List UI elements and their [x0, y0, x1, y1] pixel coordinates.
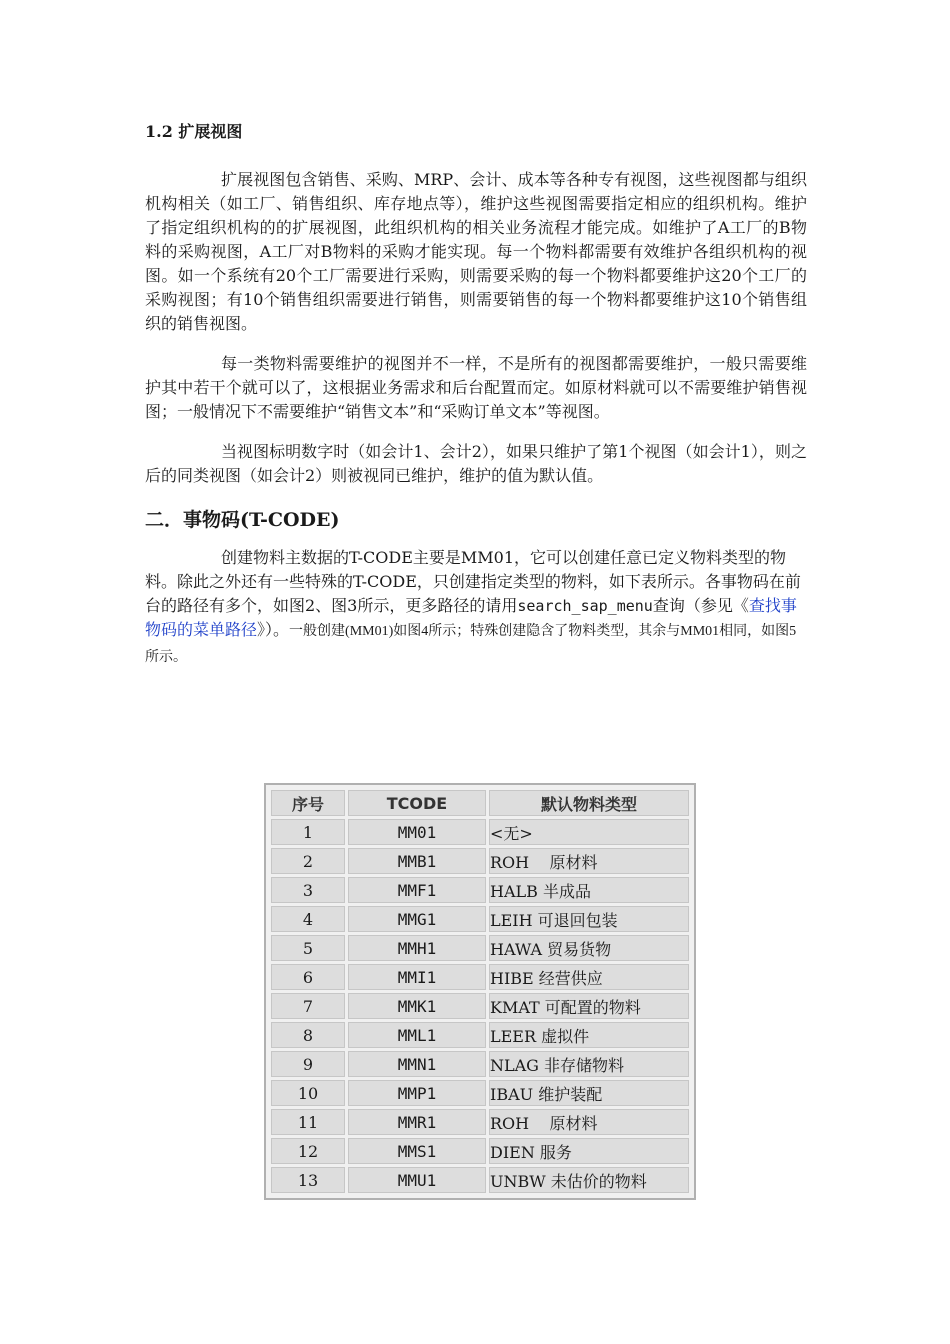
cell-material-type: <无> — [489, 819, 689, 845]
cell-tcode: MMF1 — [348, 877, 486, 903]
header-no: 序号 — [271, 790, 345, 816]
table-row — [271, 993, 689, 1019]
table-row — [271, 964, 689, 990]
paragraph-tcode — [145, 546, 807, 670]
cell-tcode: MMB1 — [348, 848, 486, 874]
tcode-table — [268, 787, 692, 1196]
cell-tcode: MMN1 — [348, 1051, 486, 1077]
table-body — [271, 819, 689, 1193]
cell-tcode: MMU1 — [348, 1167, 486, 1193]
cell-material-type: ROH 原材料 — [489, 1109, 689, 1135]
tcode-table-frame — [264, 783, 696, 1200]
cell-tcode: MMK1 — [348, 993, 486, 1019]
cell-material-type: KMAT 可配置的物料 — [489, 993, 689, 1019]
cell-material-type: LEIH 可退回包装 — [489, 906, 689, 932]
cell-material-type: UNBW 未估价的物料 — [489, 1167, 689, 1193]
cell-tcode: MMG1 — [348, 906, 486, 932]
paragraph-numbered-views: 当视图标明数字时（如会计1、会计2），如果只维护了第1个视图（如会计1），则之后的同类视图（如会计2）则被视同已维护，维护的值为默认值。 — [145, 442, 807, 485]
table-row — [271, 877, 689, 903]
cell-no: 12 — [271, 1138, 345, 1164]
cell-no: 3 — [271, 877, 345, 903]
cell-no: 5 — [271, 935, 345, 961]
paragraph-view-types: 每一类物料需要维护的视图并不一样，不是所有的视图都需要维护，一般只需要维护其中若干个就可以了，这根据业务需求和后台配置而定。如原材料就可以不需要维护销售视图；一般情况下不需要维护“销售文本”和“采购订单文本”等视图。 — [145, 354, 807, 421]
section-heading-tcode: 二．事物码(T-CODE) — [145, 509, 340, 531]
cell-no: 10 — [271, 1080, 345, 1106]
cell-material-type: HALB 半成品 — [489, 877, 689, 903]
cell-no: 4 — [271, 906, 345, 932]
cell-no: 1 — [271, 819, 345, 845]
cell-no: 9 — [271, 1051, 345, 1077]
cell-material-type: IBAU 维护装配 — [489, 1080, 689, 1106]
table-row — [271, 1109, 689, 1135]
cell-tcode: MMR1 — [348, 1109, 486, 1135]
paragraph-tcode-text-4: 一般创建(MM01)如图4所示；特殊创建隐含了物料类型，其余与MM01相同，如图5所示。 — [145, 624, 797, 665]
table-row — [271, 1051, 689, 1077]
cell-material-type: HIBE 经营供应 — [489, 964, 689, 990]
section-heading-1-2: 1.2 扩展视图 — [145, 122, 243, 141]
cell-material-type: HAWA 贸易货物 — [489, 935, 689, 961]
cell-no: 11 — [271, 1109, 345, 1135]
header-material-type: 默认物料类型 — [489, 790, 689, 816]
cell-no: 7 — [271, 993, 345, 1019]
cell-tcode: MML1 — [348, 1022, 486, 1048]
table-row — [271, 1022, 689, 1048]
search-sap-menu-code: search_sap_menu — [517, 597, 653, 615]
paragraph-extended-views: 扩展视图包含销售、采购、MRP、会计、成本等各种专有视图，这些视图都与组织机构相关（如工厂、销售组织、库存地点等），维护这些视图需要指定相应的组织机构。维护了指定组织机构的的扩展视图，此组织机构的相关业务流程才能完成。如维护了A工厂的B物料的采购视图，A工厂对B物料的采购才能实现。每一个物料都需要有效维护各组织机构的视图。如一个系统有20个工厂需要进行采购，则需要采购的每一个物料都要维护这20个工厂的采购视图；有10个销售组织需要进行销售，则需要销售的每一个物料都要维护这10个销售组织的销售视图。 — [145, 170, 807, 333]
cell-material-type: ROH 原材料 — [489, 848, 689, 874]
cell-tcode: MMS1 — [348, 1138, 486, 1164]
paragraph-tcode-text-3: 》）。 — [257, 620, 290, 639]
table-row — [271, 848, 689, 874]
cell-tcode: MM01 — [348, 819, 486, 845]
cell-tcode: MMI1 — [348, 964, 486, 990]
cell-tcode: MMP1 — [348, 1080, 486, 1106]
table-row — [271, 1080, 689, 1106]
table-header-row — [271, 790, 689, 816]
table-row — [271, 819, 689, 845]
paragraph-tcode-text-2: 查询（参见《 — [652, 596, 749, 615]
cell-material-type: NLAG 非存储物料 — [489, 1051, 689, 1077]
table-row — [271, 906, 689, 932]
paragraph-tcode-text: 创建物料主数据的T-CODE主要是MM01，它可以创建任意已定义物料类型的物料。除此之外还有一些特殊的T-CODE，只创建指定类型的物料，如下表所示。各事物码在前台的路径有多个，如图2、图3所示，更多路径的请用 — [145, 548, 801, 615]
document-body — [145, 120, 807, 670]
cell-material-type: LEER 虚拟件 — [489, 1022, 689, 1048]
table-row — [271, 1167, 689, 1193]
menu-path-link[interactable]: 查找事物码的菜单路径 — [145, 596, 797, 639]
header-tcode: TCODE — [348, 790, 486, 816]
cell-no: 2 — [271, 848, 345, 874]
cell-material-type: DIEN 服务 — [489, 1138, 689, 1164]
cell-no: 6 — [271, 964, 345, 990]
cell-tcode: MMH1 — [348, 935, 486, 961]
cell-no: 13 — [271, 1167, 345, 1193]
cell-no: 8 — [271, 1022, 345, 1048]
table-row — [271, 1138, 689, 1164]
table-row — [271, 935, 689, 961]
